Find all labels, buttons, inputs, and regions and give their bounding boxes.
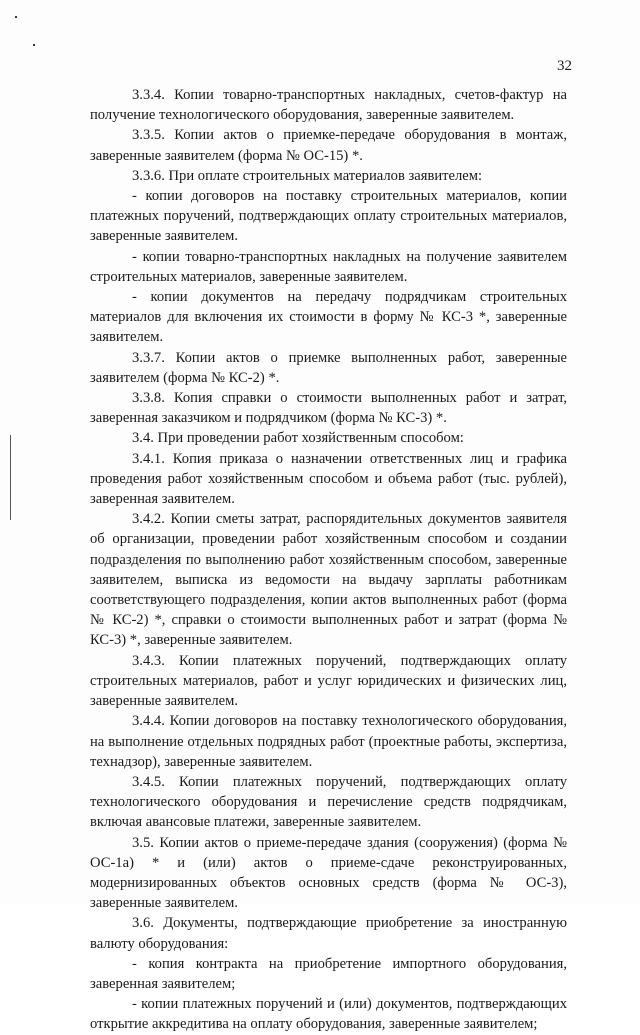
- paragraph-3-6: 3.6. Документы, подтверждающие приобретение за иностранную валюту оборудования:: [90, 915, 567, 952]
- scan-speck: [15, 16, 17, 18]
- paragraph-3-3-8: 3.3.8. Копия справки о стоимости выполненных работ и затрат, заверенная заказчиком и подрядчиком (форма № КС-3) *.: [90, 390, 567, 427]
- document-body: [90, 85, 567, 1035]
- paragraph-3-5: 3.5. Копии актов о приеме-передаче здания (сооружения) (форма № ОС-1а) * и (или) актов о приеме-сдаче реконструированных, модернизированных объектов основных средств (форма № ОС-3), заверенные заявителем.: [90, 834, 567, 912]
- paragraph-3-4-5: 3.4.5. Копии платежных поручений, подтверждающих оплату технологического оборудования и перечисление средств подрядчикам, включая авансовые платежи, заверенные заявителем.: [90, 773, 567, 831]
- paragraph-3-3-5: 3.3.5. Копии актов о приемке-передаче оборудования в монтаж, заверенные заявителем (форма № ОС-15) *.: [90, 127, 567, 164]
- page-number: 32: [557, 58, 572, 74]
- list-item-transfer-documents: - копии документов на передачу подрядчикам строительных материалов для включения их стоимости в форму № КС-3 *, заверенные заявителем.: [90, 289, 567, 346]
- scan-speck: [33, 44, 35, 46]
- paragraph-3-3-7: 3.3.7. Копии актов о приемке выполненных работ, заверенные заявителем (форма № КС-2) *.: [90, 349, 567, 386]
- paragraph-3-4-3: 3.4.3. Копии платежных поручений, подтверждающих оплату строительных материалов, работ и услуг юридических и физических лиц, заверенные заявителем.: [90, 652, 567, 710]
- list-item-payment-orders: - копии платежных поручений и (или) документов, подтверждающих открытие аккредитива на оплату оборудования, заверенные заявителем;: [90, 996, 567, 1033]
- paragraph-3-4-1: 3.4.1. Копия приказа о назначении ответственных лиц и графика проведения работ хозяйственным способом и объема работ (тыс. рублей), заверенная заявителем.: [90, 450, 567, 508]
- scan-margin-line: [10, 435, 11, 520]
- paragraph-3-4-2: 3.4.2. Копии сметы затрат, распорядительных документов заявителя об организации, проведении работ хозяйственным способом и создании подразделения по выполнению работ хозяйственным способом, заверенные заявителем, выписка из ведомости на выдачу зарплаты работникам соответствующего подразделения, копии актов выполненных работ (форма № КС-2) *, справки о стоимости выполненных работ и затрат (форма № КС-3) *, заверенные заявителем.: [90, 511, 567, 649]
- paragraph-3-4: 3.4. При проведении работ хозяйственным способом:: [132, 430, 464, 447]
- list-item-import-contract: - копия контракта на приобретение импортного оборудования, заверенная заявителем;: [90, 955, 567, 992]
- list-item-waybills-materials: - копии товарно-транспортных накладных на получение заявителем строительных материалов, заверенные заявителем.: [90, 248, 567, 285]
- list-item-contracts-materials: - копии договоров на поставку строительных материалов, копии платежных поручений, подтверждающих оплату строительных материалов, заверенные заявителем.: [90, 188, 567, 245]
- paragraph-3-3-6: 3.3.6. При оплате строительных материалов заявителем:: [132, 167, 483, 184]
- paragraph-3-3-4: 3.3.4. Копии товарно-транспортных накладных, счетов-фактур на получение технологического оборудования, заверенные заявителем.: [90, 87, 567, 124]
- paragraph-3-4-4: 3.4.4. Копии договоров на поставку технологического оборудования, на выполнение отдельных подрядных работ (проектные работы, экспертиза, технадзор), заверенные заявителем.: [90, 713, 567, 770]
